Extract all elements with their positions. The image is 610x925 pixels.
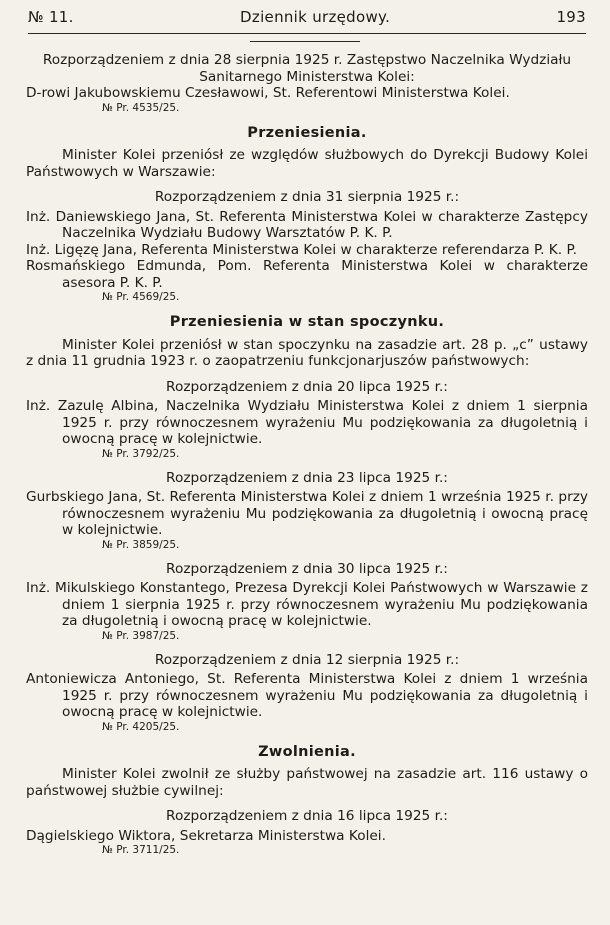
s4-heading: Zwolnienia. (258, 743, 356, 760)
s3-e2-text: Gurbskiego Jana, St. Referenta Ministerstwa Kolei z dniem 1 września 1925 r. przy równoczesnem wyrażeniu Mu podziękowania za długoletnią i owocną pracę w kolejnictwie. (26, 489, 588, 538)
s3-e4-ref: № Pr. 4205/25. (102, 720, 180, 733)
s3-e3-ref: № Pr. 3987/25. (102, 629, 180, 642)
s2-item-2: Inż. Ligęzę Jana, Referenta Ministerstwa Kolei w charakterze referendarza P. K. P. (26, 241, 577, 258)
s3-e3-decree: Rozporządzeniem z dnia 30 lipca 1925 r.: (166, 560, 448, 577)
s3-e2-decree: Rozporządzeniem z dnia 23 lipca 1925 r.: (166, 469, 448, 486)
s3-e1-text: Inż. Zazulę Albina, Naczelnika Wydziału Ministerstwa Kolei z dniem 1 sierpnia 1925 r. przy równoczesnem wyrażeniu Mu podziękowania za długoletnią i owocną pracę w kolejnictwie. (26, 398, 588, 447)
s2-item-3: Rosmańskiego Edmunda, Pom. Referenta Ministerstwa Kolei w charakterze asesora P. K. P. (26, 258, 588, 291)
s2-heading: Przeniesienia. (247, 124, 367, 141)
s3-e4-text: Antoniewicza Antoniego, St. Referenta Ministerstwa Kolei z dniem 1 września 1925 r. przy równoczesnem wyrażeniu Mu podziękowania za długoletnią i owocną pracę w kolejnictwie. (26, 671, 588, 720)
s2-ref: № Pr. 4569/25. (102, 291, 180, 303)
s2-item-1: Inż. Daniewskiego Jana, St. Referenta Ministerstwa Kolei w charakterze Zastępcy Naczelnika Wydziału Budowy Warsztatów P. K. P. (26, 208, 588, 241)
header-rule (28, 33, 586, 34)
document-body (26, 52, 588, 857)
s1-item: D-rowi Jakubowskiemu Czesławowi, St. Referentowi Ministerstwa Kolei. (26, 85, 510, 101)
s1-intro: Rozporządzeniem z dnia 28 sierpnia 1925 r. Zastępstwo Naczelnika Wydziału Sanitarnego Ministerstwa Kolei: (42, 52, 572, 85)
s2-decree: Rozporządzeniem z dnia 31 sierpnia 1925 r.: (154, 189, 460, 205)
s3-e4-decree: Rozporządzeniem z dnia 12 sierpnia 1925 r.: (154, 651, 460, 668)
s4-intro: Minister Kolei zwolnił ze służby państwowej na zasadzie art. 116 ustawy o państwowej służbie cywilnej: (26, 766, 588, 799)
s3-intro: Minister Kolei przeniósł w stan spoczynku na zasadzie art. 28 p. „c” ustawy z dnia 11 grudnia 1923 r. o zaopatrzeniu funkcjonarjuszów państwowych: (26, 336, 588, 369)
journal-title: Dziennik urzędowy. (240, 8, 391, 26)
page-header (28, 4, 586, 30)
issue-number: № 11. (28, 8, 74, 26)
s3-heading: Przeniesienia w stan spoczynku. (169, 314, 445, 330)
s3-e2-ref: № Pr. 3859/25. (102, 538, 180, 551)
s2-intro: Minister Kolei przeniósł ze względów służbowych do Dyrekcji Budowy Kolei Państwowych w Warszawie: (26, 147, 588, 180)
s3-e1-ref: № Pr. 3792/25. (102, 447, 180, 460)
s3-e1-decree: Rozporządzeniem z dnia 20 lipca 1925 r.: (166, 378, 448, 395)
s4-ref: № Pr. 3711/25. (102, 844, 180, 856)
header-short-rule (250, 41, 360, 42)
page-number: 193 (556, 8, 586, 26)
s4-item: Dągielskiego Wiktora, Sekretarza Ministerstwa Kolei. (26, 827, 386, 844)
s1-ref: № Pr. 4535/25. (102, 101, 180, 114)
s4-decree: Rozporządzeniem z dnia 16 lipca 1925 r.: (166, 808, 448, 824)
s3-e3-text: Inż. Mikulskiego Konstantego, Prezesa Dyrekcji Kolei Państwowych w Warszawie z dniem 1 sierpnia 1925 r. przy równoczesnem wyrażeniu Mu podziękowania za długoletnią i owocną pracę w kolejnictwie. (26, 580, 588, 629)
